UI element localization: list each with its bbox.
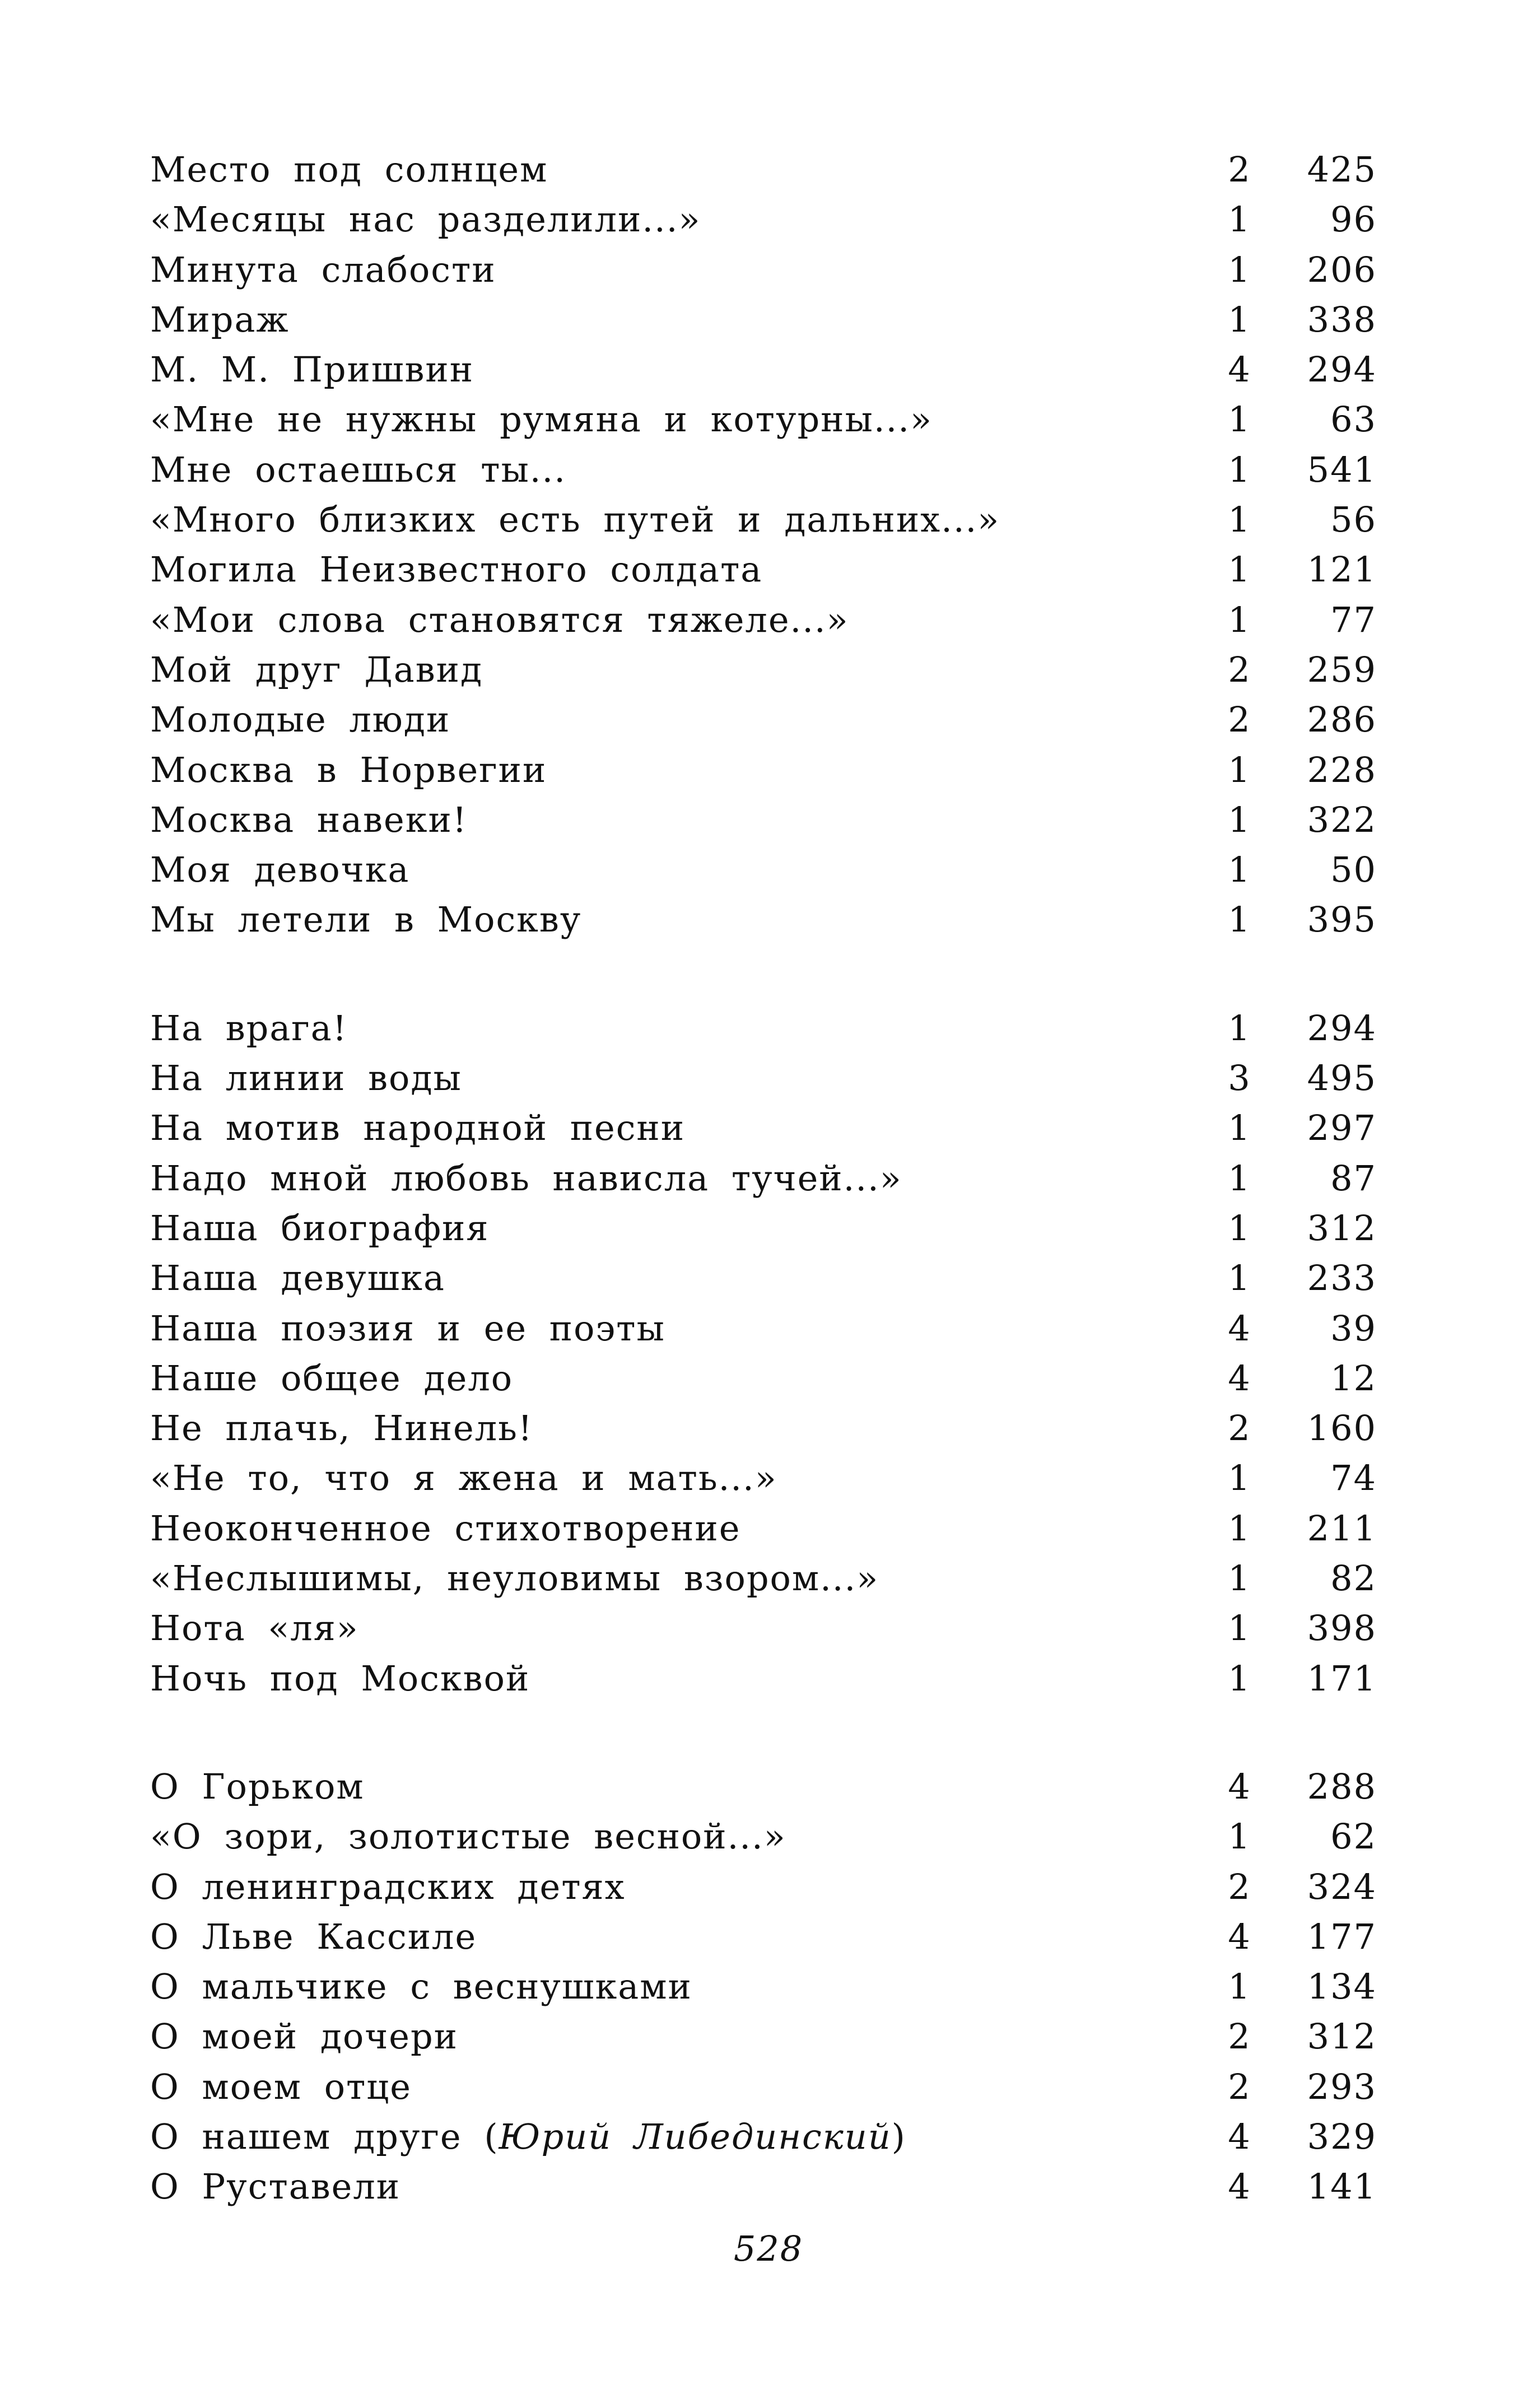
index-page: [150, 145, 1399, 2270]
entry-page: 82: [1330, 1558, 1377, 1599]
entry-title: «Много близких есть путей и дальних...»: [150, 499, 1000, 541]
index-entry: [150, 1962, 1399, 2011]
entry-title: Наша девушка: [150, 1257, 445, 1299]
index-entry: [150, 1103, 1399, 1153]
entry-title: Наше общее дело: [150, 1357, 514, 1399]
entry-title: О моей дочери: [150, 2016, 459, 2057]
index-entry: [150, 895, 1399, 944]
entry-title: О Льве Кассиле: [150, 1916, 477, 1957]
entry-page: 171: [1307, 1657, 1377, 1699]
entry-title: Могила Неизвестного солдата: [150, 549, 763, 590]
entry-page: 395: [1307, 899, 1377, 940]
entry-title: Моя девочка: [150, 849, 410, 891]
entry-page: 259: [1307, 649, 1377, 690]
entry-title: Наша биография: [150, 1207, 490, 1249]
index-entry: [150, 445, 1399, 495]
entry-volume: 2: [1228, 149, 1251, 190]
entry-volume: 1: [1228, 849, 1251, 891]
entry-title: Минута слабости: [150, 249, 496, 290]
index-entry: [150, 344, 1399, 394]
entry-title: О Руставели: [150, 2166, 401, 2207]
index-section-n: [150, 1003, 1399, 1703]
entry-title: Не плачь, Нинель!: [150, 1408, 533, 1449]
entry-title: Место под солнцем: [150, 149, 548, 190]
entry-title-main: О нашем друге (: [150, 2116, 499, 2157]
entry-volume: 1: [1228, 1107, 1251, 1149]
entry-page: 324: [1307, 1866, 1377, 1907]
entry-page: 322: [1307, 799, 1377, 840]
entry-page: 233: [1307, 1257, 1377, 1299]
index-section-o: [150, 1762, 1399, 2212]
entry-page: 288: [1307, 1766, 1377, 1807]
index-entry: [150, 2162, 1399, 2211]
entry-title: О моем отце: [150, 2066, 412, 2107]
index-entry: [150, 1003, 1399, 1053]
index-entry: [150, 394, 1399, 444]
entry-volume: 1: [1228, 549, 1251, 590]
entry-title: Мой друг Давид: [150, 649, 483, 690]
entry-page: 293: [1307, 2066, 1377, 2107]
index-entry: [150, 1503, 1399, 1553]
entry-volume: 1: [1228, 1207, 1251, 1249]
entry-title: Нота «ля»: [150, 1608, 359, 1649]
entry-title: «Неслышимы, неуловимы взором...»: [150, 1558, 879, 1599]
entry-volume: 1: [1228, 1816, 1251, 1857]
index-entry: [150, 295, 1399, 344]
entry-page: 312: [1307, 2016, 1377, 2057]
entry-volume: 1: [1228, 199, 1251, 240]
entry-page: 62: [1330, 1816, 1377, 1857]
entry-page: 50: [1330, 849, 1377, 891]
entry-volume: 1: [1228, 1157, 1251, 1199]
entry-volume: 1: [1228, 1457, 1251, 1499]
index-entry: [150, 595, 1399, 645]
entry-title: О ленинградских детях: [150, 1866, 626, 1907]
entry-volume: 4: [1228, 349, 1251, 390]
entry-title: Наша поэзия и ее поэты: [150, 1307, 665, 1349]
entry-volume: 4: [1228, 1357, 1251, 1399]
entry-page: 39: [1330, 1307, 1377, 1349]
index-entry: [150, 1553, 1399, 1603]
entry-page: 87: [1330, 1157, 1377, 1199]
index-entry: [150, 1453, 1399, 1503]
entry-title: Москва в Норвегии: [150, 749, 547, 790]
index-entry: [150, 1912, 1399, 1962]
index-entry: [150, 1762, 1399, 1811]
entry-volume: 2: [1228, 2016, 1251, 2057]
entry-volume: 1: [1228, 799, 1251, 840]
index-entry: [150, 1654, 1399, 1703]
entry-title: М. М. Пришвин: [150, 349, 474, 390]
index-entry: [150, 145, 1399, 194]
page-number: 528: [733, 2228, 804, 2269]
entry-page: 141: [1307, 2166, 1377, 2207]
entry-page: 134: [1307, 1966, 1377, 2008]
entry-title: Молодые люди: [150, 699, 451, 740]
index-entry: [150, 1053, 1399, 1103]
entry-page: 63: [1330, 399, 1377, 440]
index-entry: [150, 1253, 1399, 1303]
entry-page: 495: [1307, 1058, 1377, 1099]
entry-title: Ночь под Москвой: [150, 1657, 530, 1699]
entry-title: На линии воды: [150, 1058, 462, 1099]
index-entry: [150, 795, 1399, 845]
entry-page: 541: [1307, 449, 1377, 490]
index-entry: [150, 645, 1399, 695]
entry-volume: 1: [1228, 599, 1251, 640]
entry-volume: 4: [1228, 1307, 1251, 1349]
entry-title: Надо мной любовь нависла тучей...»: [150, 1157, 902, 1199]
entry-volume: 3: [1228, 1058, 1251, 1099]
entry-volume: 1: [1228, 449, 1251, 490]
entry-title: Мираж: [150, 299, 290, 340]
entry-volume: 4: [1228, 1916, 1251, 1957]
entry-page: 228: [1307, 749, 1377, 790]
entry-page: 56: [1330, 499, 1377, 541]
entry-page: 12: [1330, 1357, 1377, 1399]
entry-volume: 4: [1228, 2116, 1251, 2157]
entry-volume: 1: [1228, 1257, 1251, 1299]
entry-page: 398: [1307, 1608, 1377, 1649]
entry-volume: 2: [1228, 699, 1251, 740]
index-entry: [150, 1203, 1399, 1253]
entry-title: [150, 2112, 1203, 2162]
entry-page: 338: [1307, 299, 1377, 340]
index-entry: [150, 845, 1399, 895]
entry-volume: 1: [1228, 1007, 1251, 1049]
entry-title: «Мне не нужны румяна и котурны...»: [150, 399, 933, 440]
index-entry: [150, 1811, 1399, 1861]
entry-page: 294: [1307, 1007, 1377, 1049]
index-entry: [150, 544, 1399, 594]
entry-page: 77: [1330, 599, 1377, 640]
entry-volume: 1: [1228, 249, 1251, 290]
entry-volume: 1: [1228, 749, 1251, 790]
entry-page: 312: [1307, 1207, 1377, 1249]
entry-volume: 2: [1228, 2066, 1251, 2107]
entry-title: Мы летели в Москву: [150, 899, 582, 940]
index-entry: [150, 695, 1399, 744]
entry-page: 160: [1307, 1408, 1377, 1449]
index-entry: [150, 745, 1399, 795]
entry-title: Мне остаешься ты...: [150, 449, 566, 490]
entry-volume: 2: [1228, 1408, 1251, 1449]
index-entry: [150, 1603, 1399, 1653]
entry-title: О Горьком: [150, 1766, 365, 1807]
entry-page: 297: [1307, 1107, 1377, 1149]
entry-title: Москва навеки!: [150, 799, 468, 840]
entry-page: 206: [1307, 249, 1377, 290]
entry-volume: 1: [1228, 1558, 1251, 1599]
entry-page: 177: [1307, 1916, 1377, 1957]
entry-title: На врага!: [150, 1007, 348, 1049]
entry-volume: 1: [1228, 899, 1251, 940]
entry-volume: 1: [1228, 499, 1251, 541]
index-entry: [150, 245, 1399, 295]
entry-page: 96: [1330, 199, 1377, 240]
entry-title: О мальчике с веснушками: [150, 1966, 692, 2008]
entry-volume: 1: [1228, 1507, 1251, 1549]
entry-title: Неоконченное стихотворение: [150, 1507, 741, 1549]
entry-title: «Месяцы нас разделили...»: [150, 199, 701, 240]
entry-page: 425: [1307, 149, 1377, 190]
entry-page: 211: [1307, 1507, 1377, 1549]
entry-title: На мотив народной песни: [150, 1107, 686, 1149]
entry-title: «Мои слова становятся тяжеле...»: [150, 599, 849, 640]
index-entry: [150, 2062, 1399, 2112]
entry-page: 74: [1330, 1457, 1377, 1499]
entry-page: 286: [1307, 699, 1377, 740]
entry-volume: 1: [1228, 1657, 1251, 1699]
index-entry: [150, 1153, 1399, 1203]
entry-page: 121: [1307, 549, 1377, 590]
entry-title-after: ): [891, 2116, 906, 2157]
entry-title: «О зори, золотистые весной...»: [150, 1816, 786, 1857]
entry-page: 329: [1307, 2116, 1377, 2157]
entry-page: 294: [1307, 349, 1377, 390]
entry-title: «Не то, что я жена и мать...»: [150, 1457, 777, 1499]
entry-title-italic: Юрий Либединский: [499, 2116, 892, 2157]
entry-volume: 4: [1228, 2166, 1251, 2207]
entry-volume: 2: [1228, 649, 1251, 690]
entry-volume: 1: [1228, 299, 1251, 340]
index-entry: [150, 1862, 1399, 1912]
index-entry: [150, 2011, 1399, 2061]
index-entry: [150, 1303, 1399, 1353]
index-entry: [150, 495, 1399, 544]
entry-volume: 4: [1228, 1766, 1251, 1807]
entry-volume: 1: [1228, 1608, 1251, 1649]
entry-volume: 2: [1228, 1866, 1251, 1907]
index-entry: [150, 2112, 1399, 2162]
index-entry: [150, 194, 1399, 244]
index-entry: [150, 1403, 1399, 1453]
index-entry: [150, 1353, 1399, 1403]
index-section-m: [150, 145, 1399, 945]
entry-volume: 1: [1228, 399, 1251, 440]
entry-volume: 1: [1228, 1966, 1251, 2008]
